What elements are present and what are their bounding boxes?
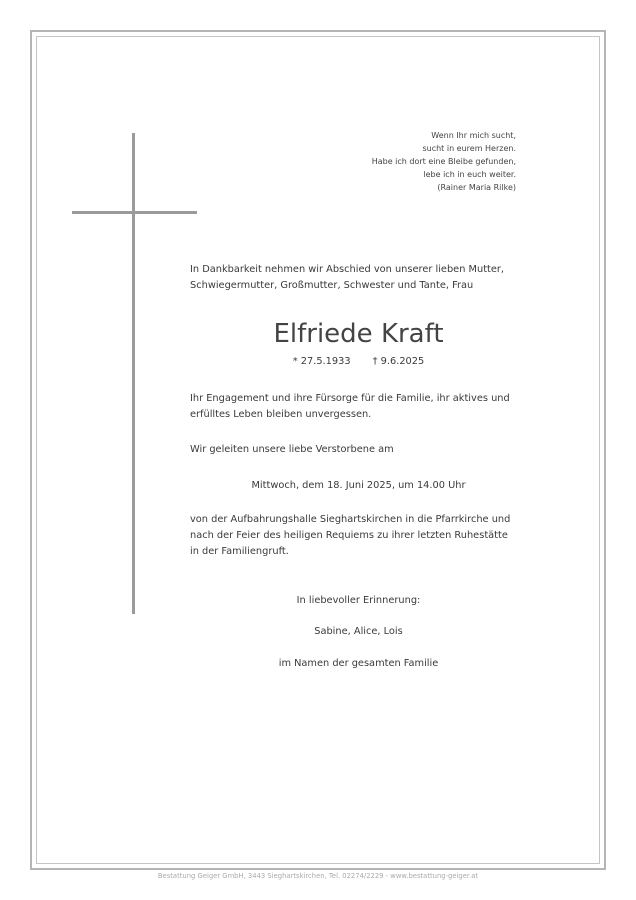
poem-line: Wenn Ihr mich sucht, bbox=[431, 131, 516, 140]
life-dates bbox=[190, 355, 527, 369]
intro-line: Schwiegermutter, Großmutter, Schwester und Tante, Frau bbox=[190, 280, 474, 291]
poem-line: lebe ich in euch weiter. bbox=[423, 170, 516, 179]
procession-line: in der Familiengruft. bbox=[190, 546, 289, 557]
cross-vertical-bar bbox=[132, 133, 135, 614]
procession-line: nach der Feier des heiligen Requiems zu ihrer letzten Ruhestätte bbox=[190, 530, 508, 541]
service-date: Mittwoch, dem 18. Juni 2025, um 14.00 Uhr bbox=[251, 480, 466, 491]
accompany-text: Wir geleiten unsere liebe Verstorbene am bbox=[190, 444, 394, 455]
poem-line: Habe ich dort eine Bleibe gefunden, bbox=[371, 157, 516, 166]
intro-line: In Dankbarkeit nehmen wir Abschied von unserer lieben Mutter, bbox=[190, 264, 505, 275]
deceased-name: Elfriede Kraft bbox=[273, 319, 444, 349]
family-signature: im Namen der gesamten Familie bbox=[278, 658, 439, 669]
engagement-line: erfülltes Leben bleiben unvergessen. bbox=[190, 409, 372, 420]
poem-line: sucht in eurem Herzen. bbox=[422, 144, 516, 153]
footer-imprint: Bestattung Geiger GmbH, 3443 Sieghartskirchen, Tel. 02274/2229 - www.bestattung-geiger.at bbox=[157, 872, 479, 880]
procession-paragraph bbox=[190, 512, 530, 560]
poem-author: (Rainer Maria Rilke) bbox=[437, 183, 516, 192]
death-date: † 9.6.2025 bbox=[372, 356, 425, 367]
intro-paragraph bbox=[190, 262, 530, 294]
survivors-names: Sabine, Alice, Lois bbox=[314, 626, 403, 637]
memory-heading: In liebevoller Erinnerung: bbox=[296, 595, 421, 606]
cross-horizontal-bar bbox=[72, 211, 197, 214]
birth-date: * 27.5.1933 bbox=[292, 356, 351, 367]
engagement-paragraph bbox=[190, 391, 530, 423]
procession-line: von der Aufbahrungshalle Sieghartskirchen in die Pfarrkirche und bbox=[190, 514, 511, 525]
engagement-line: Ihr Engagement und ihre Fürsorge für die Familie, ihr aktives und bbox=[190, 393, 510, 404]
poem-quote bbox=[372, 129, 516, 194]
